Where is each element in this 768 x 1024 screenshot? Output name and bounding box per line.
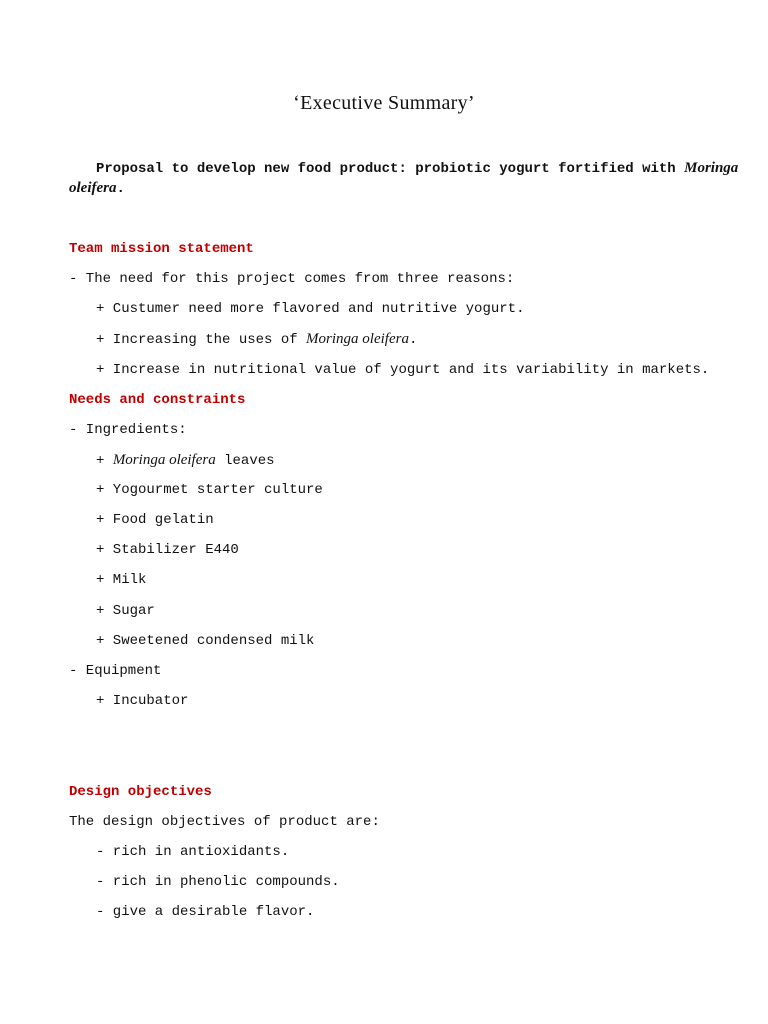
proposal-line-2 [69, 179, 125, 198]
proposal-species-epithet: oleifera [69, 180, 117, 196]
list-item: - rich in antioxidants. [96, 844, 290, 860]
list-item: + Sweetened condensed milk [96, 633, 315, 649]
list-item: + Custumer need more flavored and nutritive yogurt. [96, 301, 525, 317]
list-item: + Incubator [96, 693, 189, 709]
mission-intro: - The need for this project comes from three reasons: [69, 271, 515, 287]
list-item: + Increase in nutritional value of yogurt and its variability in markets. [96, 362, 710, 378]
bullet: + [96, 453, 113, 469]
equipment-label: - Equipment [69, 663, 162, 679]
ingredients-label: - Ingredients: [69, 422, 187, 438]
section-heading-design: Design objectives [69, 784, 212, 800]
reason-text: + Increasing the uses of [96, 332, 307, 348]
species-name: Moringa oleifera [112, 452, 216, 468]
list-item: + Yogourmet starter culture [96, 482, 323, 498]
design-intro: The design objectives of product are: [69, 814, 380, 830]
list-item [96, 330, 417, 349]
page-title: ‘Executive Summary’ [293, 92, 475, 114]
list-item [96, 451, 275, 470]
section-heading-mission: Team mission statement [69, 241, 254, 257]
species-name: Moringa oleifera [306, 331, 409, 347]
proposal-line-1 [96, 159, 738, 178]
list-item: - give a desirable flavor. [96, 904, 315, 920]
list-item: + Milk [96, 572, 147, 588]
list-item: + Sugar [96, 603, 155, 619]
reason-suffix: . [408, 332, 418, 348]
proposal-text: Proposal to develop new food product: probiotic yogurt fortified with [96, 161, 685, 177]
list-item: + Food gelatin [96, 512, 214, 528]
list-item: - rich in phenolic compounds. [96, 874, 340, 890]
section-heading-needs: Needs and constraints [69, 392, 246, 408]
list-item: + Stabilizer E440 [96, 542, 239, 558]
ingredient-suffix: leaves [215, 453, 275, 469]
proposal-species-genus: Moringa [684, 160, 739, 176]
proposal-period: . [116, 181, 125, 197]
